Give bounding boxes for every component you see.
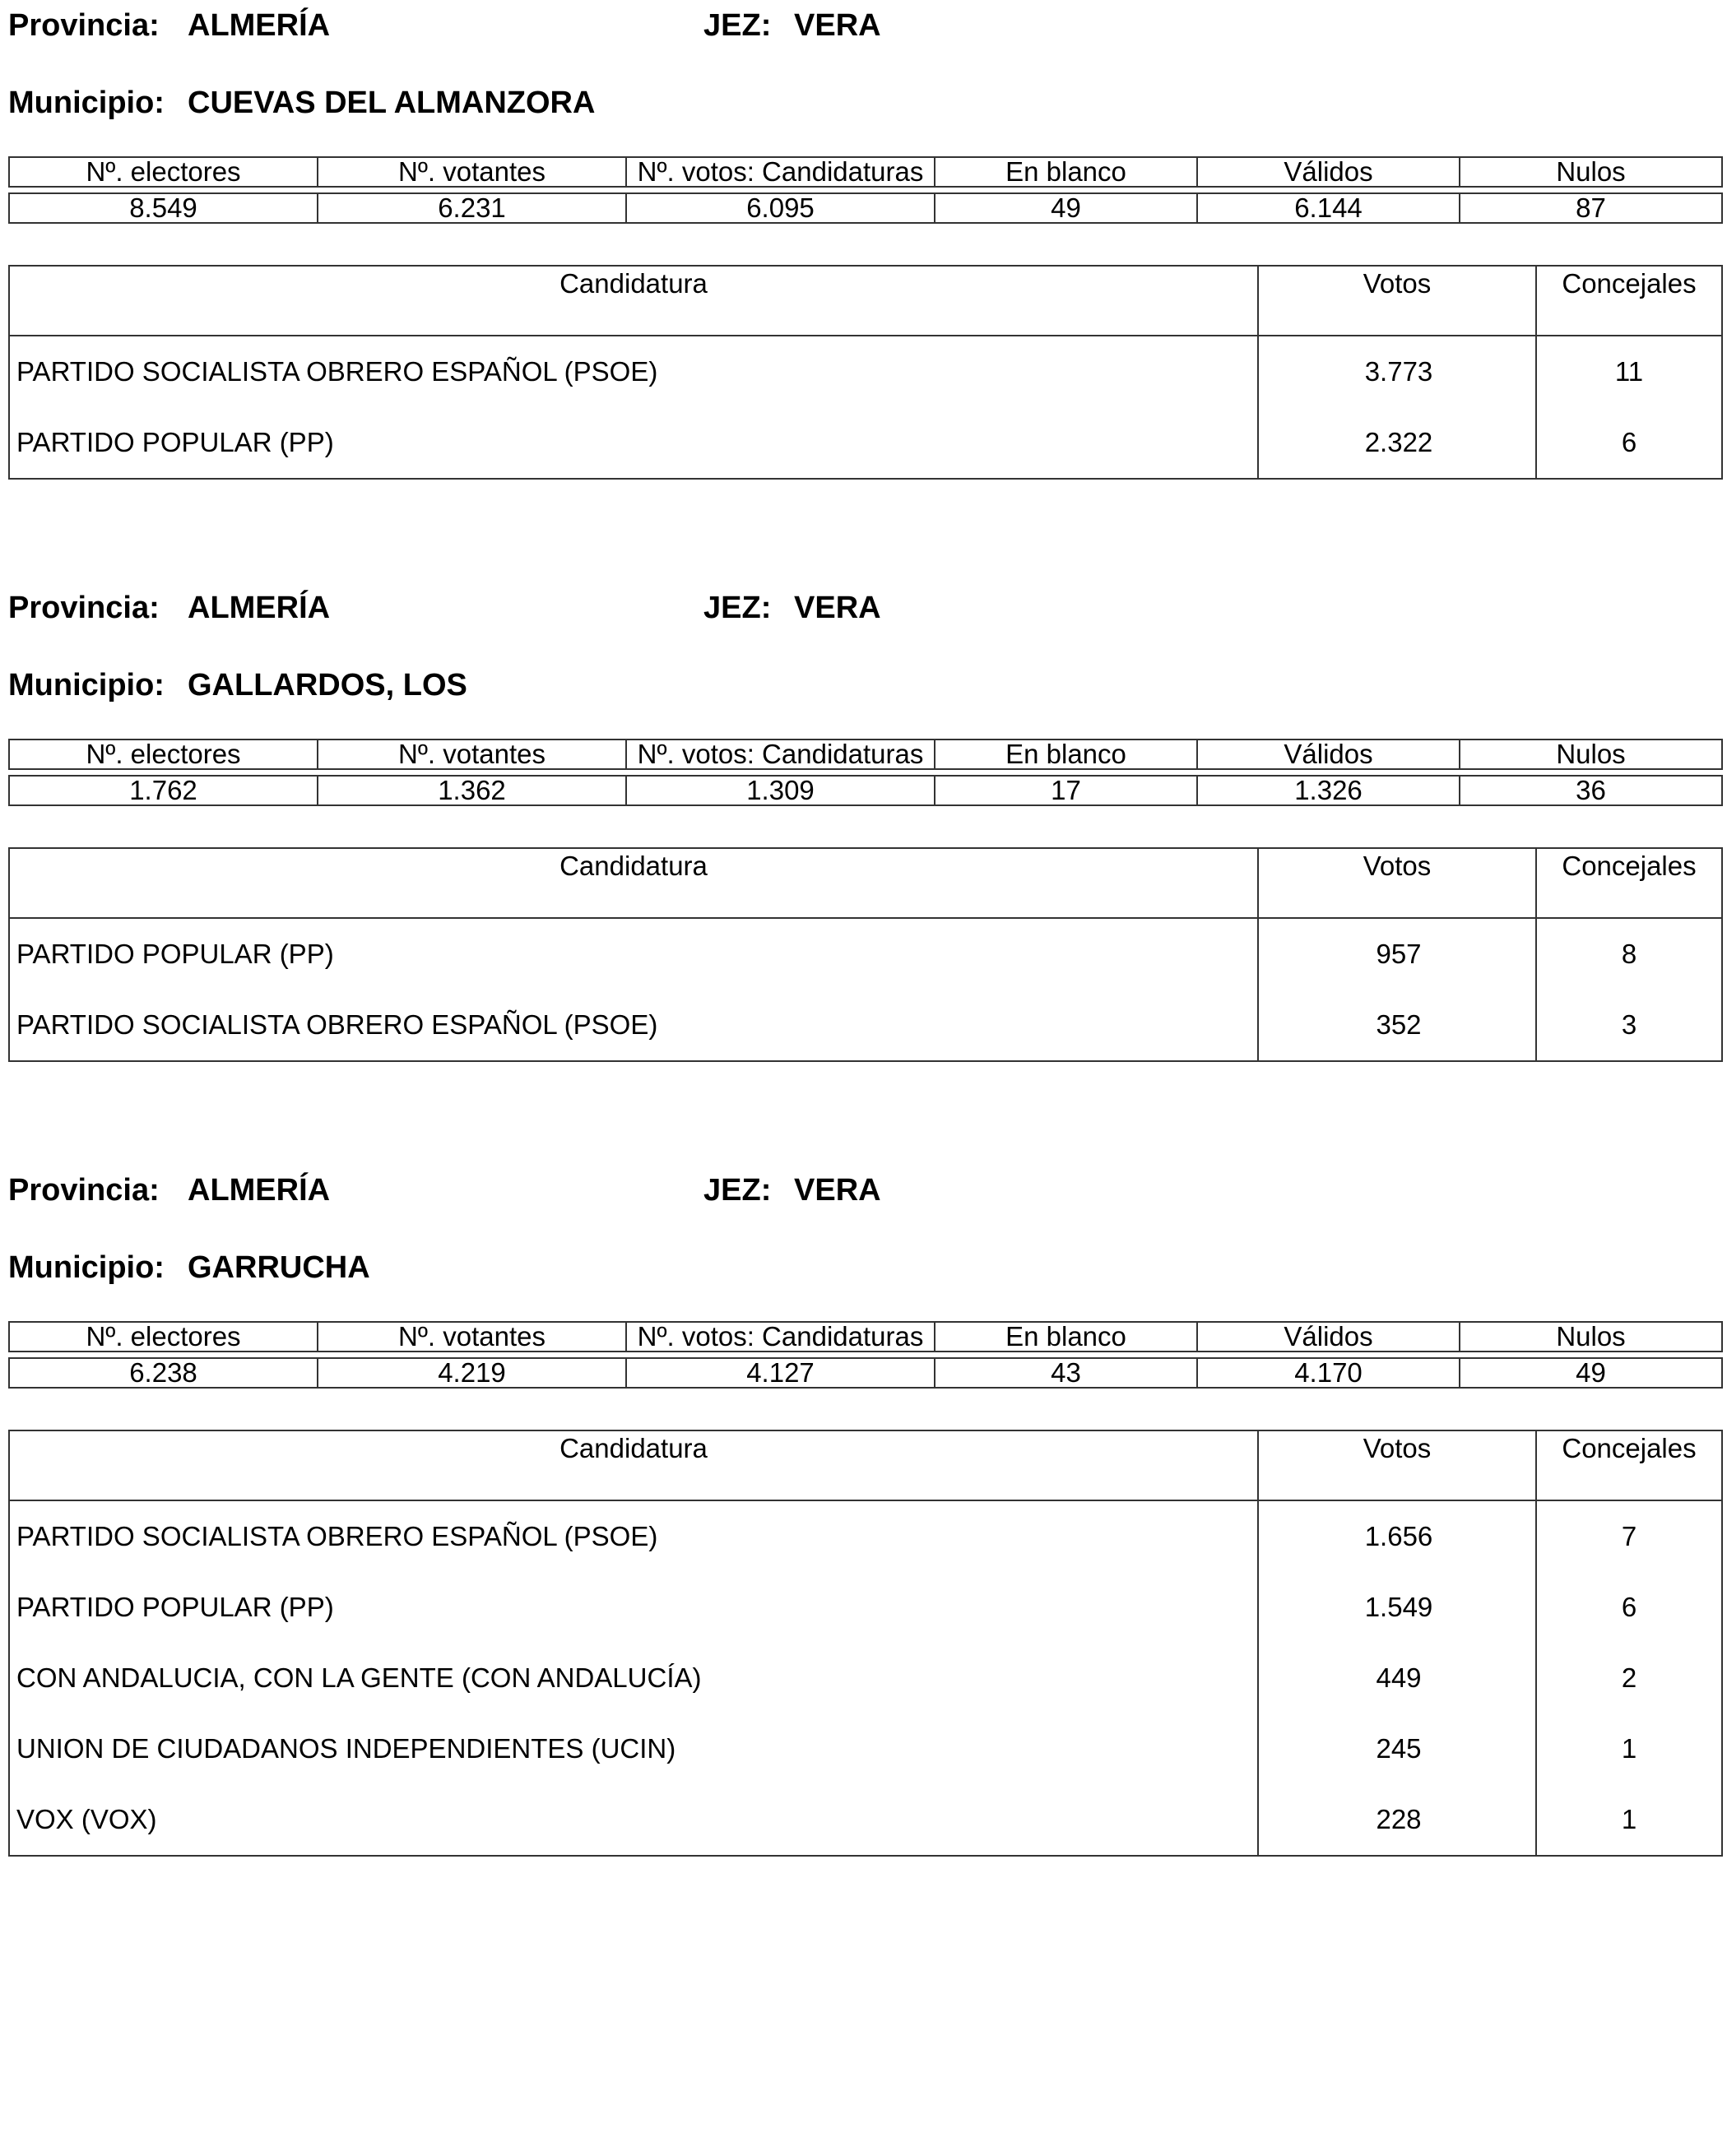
- jez-label: JEZ:: [703, 591, 772, 625]
- candidate-row: [9, 990, 1722, 1061]
- candidate-name: PARTIDO SOCIALISTA OBRERO ESPAÑOL (PSOE): [9, 990, 1258, 1061]
- header-nulos: Nulos: [1460, 157, 1722, 187]
- candidate-row: [9, 918, 1722, 990]
- candidates-header-row: [9, 1430, 1722, 1500]
- summary-header-row: [9, 1322, 1722, 1352]
- candidate-name: PARTIDO SOCIALISTA OBRERO ESPAÑOL (PSOE): [9, 1500, 1258, 1572]
- provincia-label: Provincia:: [8, 8, 160, 43]
- summary-table: [8, 1321, 1723, 1389]
- value-en-blanco: 49: [935, 193, 1197, 223]
- header-votos: Votos: [1258, 1430, 1536, 1500]
- header-votantes: Nº. votantes: [318, 740, 626, 769]
- candidate-row: [9, 1713, 1722, 1784]
- candidate-seats: 1: [1536, 1713, 1722, 1784]
- candidate-votes: 228: [1258, 1784, 1536, 1856]
- candidates-table: [8, 1430, 1723, 1857]
- candidate-name: PARTIDO POPULAR (PP): [9, 918, 1258, 990]
- value-en-blanco: 43: [935, 1358, 1197, 1388]
- jez-value: VERA: [794, 8, 881, 43]
- header-candidatura: Candidatura: [9, 266, 1258, 336]
- municipio-label: Municipio:: [8, 668, 165, 702]
- header-votantes: Nº. votantes: [318, 1322, 626, 1352]
- candidate-seats: 11: [1536, 336, 1722, 407]
- municipality-section: [0, 0, 1727, 582]
- header-votos: Votos: [1258, 266, 1536, 336]
- header-votantes: Nº. votantes: [318, 157, 626, 187]
- provincia-value: ALMERÍA: [188, 591, 331, 625]
- candidate-row: [9, 1572, 1722, 1643]
- candidate-seats: 6: [1536, 407, 1722, 479]
- header-votos-candidaturas: Nº. votos: Candidaturas: [626, 157, 935, 187]
- candidate-row: [9, 1500, 1722, 1572]
- value-nulos: 36: [1460, 776, 1722, 805]
- summary-table: [8, 739, 1723, 806]
- candidate-name: PARTIDO SOCIALISTA OBRERO ESPAÑOL (PSOE): [9, 336, 1258, 407]
- value-electores: 6.238: [9, 1358, 318, 1388]
- candidate-seats: 3: [1536, 990, 1722, 1061]
- municipality-section: [0, 1165, 1727, 1834]
- value-electores: 8.549: [9, 193, 318, 223]
- jez-label: JEZ:: [703, 1173, 772, 1208]
- value-validos: 1.326: [1197, 776, 1460, 805]
- header-nulos: Nulos: [1460, 1322, 1722, 1352]
- header-validos: Válidos: [1197, 1322, 1460, 1352]
- header-nulos: Nulos: [1460, 740, 1722, 769]
- municipality-section: [0, 582, 1727, 1165]
- value-electores: 1.762: [9, 776, 318, 805]
- municipio-label: Municipio:: [8, 86, 165, 120]
- header-en-blanco: En blanco: [935, 157, 1197, 187]
- value-en-blanco: 17: [935, 776, 1197, 805]
- value-votantes: 4.219: [318, 1358, 626, 1388]
- value-votantes: 1.362: [318, 776, 626, 805]
- candidate-row: [9, 1643, 1722, 1713]
- header-concejales: Concejales: [1536, 1430, 1722, 1500]
- candidate-votes: 2.322: [1258, 407, 1536, 479]
- header-votos: Votos: [1258, 848, 1536, 918]
- candidate-votes: 1.549: [1258, 1572, 1536, 1643]
- summary-table: [8, 156, 1723, 224]
- candidate-votes: 245: [1258, 1713, 1536, 1784]
- value-nulos: 49: [1460, 1358, 1722, 1388]
- provincia-label: Provincia:: [8, 1173, 160, 1208]
- value-validos: 6.144: [1197, 193, 1460, 223]
- value-votos-candidaturas: 4.127: [626, 1358, 935, 1388]
- candidate-name: PARTIDO POPULAR (PP): [9, 1572, 1258, 1643]
- value-votos-candidaturas: 1.309: [626, 776, 935, 805]
- candidate-seats: 1: [1536, 1784, 1722, 1856]
- summary-header-row: [9, 157, 1722, 187]
- candidate-seats: 8: [1536, 918, 1722, 990]
- header-candidatura: Candidatura: [9, 848, 1258, 918]
- summary-header-row: [9, 740, 1722, 769]
- candidate-votes: 449: [1258, 1643, 1536, 1713]
- candidates-table: [8, 265, 1723, 480]
- candidate-name: PARTIDO POPULAR (PP): [9, 407, 1258, 479]
- header-candidatura: Candidatura: [9, 1430, 1258, 1500]
- candidate-votes: 352: [1258, 990, 1536, 1061]
- candidate-seats: 7: [1536, 1500, 1722, 1572]
- header-validos: Válidos: [1197, 740, 1460, 769]
- value-votos-candidaturas: 6.095: [626, 193, 935, 223]
- header-en-blanco: En blanco: [935, 740, 1197, 769]
- municipio-value: CUEVAS DEL ALMANZORA: [188, 86, 596, 120]
- summary-values-row: [9, 1358, 1722, 1388]
- summary-values-row: [9, 776, 1722, 805]
- municipio-value: GARRUCHA: [188, 1250, 370, 1285]
- candidate-row: [9, 1784, 1722, 1856]
- municipio-value: GALLARDOS, LOS: [188, 668, 467, 702]
- provincia-label: Provincia:: [8, 591, 160, 625]
- header-electores: Nº. electores: [9, 157, 318, 187]
- header-en-blanco: En blanco: [935, 1322, 1197, 1352]
- candidate-name: CON ANDALUCIA, CON LA GENTE (CON ANDALUCÍA): [9, 1643, 1258, 1713]
- candidates-header-row: [9, 266, 1722, 336]
- jez-label: JEZ:: [703, 8, 772, 43]
- header-concejales: Concejales: [1536, 266, 1722, 336]
- candidate-votes: 1.656: [1258, 1500, 1536, 1572]
- candidate-votes: 957: [1258, 918, 1536, 990]
- summary-values-row: [9, 193, 1722, 223]
- header-electores: Nº. electores: [9, 740, 318, 769]
- header-votos-candidaturas: Nº. votos: Candidaturas: [626, 1322, 935, 1352]
- header-validos: Válidos: [1197, 157, 1460, 187]
- provincia-value: ALMERÍA: [188, 1173, 331, 1208]
- municipio-label: Municipio:: [8, 1250, 165, 1285]
- header-votos-candidaturas: Nº. votos: Candidaturas: [626, 740, 935, 769]
- value-validos: 4.170: [1197, 1358, 1460, 1388]
- candidate-name: UNION DE CIUDADANOS INDEPENDIENTES (UCIN): [9, 1713, 1258, 1784]
- candidate-seats: 6: [1536, 1572, 1722, 1643]
- candidate-votes: 3.773: [1258, 336, 1536, 407]
- jez-value: VERA: [794, 1173, 881, 1208]
- header-electores: Nº. electores: [9, 1322, 318, 1352]
- candidate-seats: 2: [1536, 1643, 1722, 1713]
- candidates-table: [8, 847, 1723, 1062]
- candidate-row: [9, 407, 1722, 479]
- provincia-value: ALMERÍA: [188, 8, 331, 43]
- value-votantes: 6.231: [318, 193, 626, 223]
- candidate-name: VOX (VOX): [9, 1784, 1258, 1856]
- header-concejales: Concejales: [1536, 848, 1722, 918]
- candidate-row: [9, 336, 1722, 407]
- jez-value: VERA: [794, 591, 881, 625]
- value-nulos: 87: [1460, 193, 1722, 223]
- candidates-header-row: [9, 848, 1722, 918]
